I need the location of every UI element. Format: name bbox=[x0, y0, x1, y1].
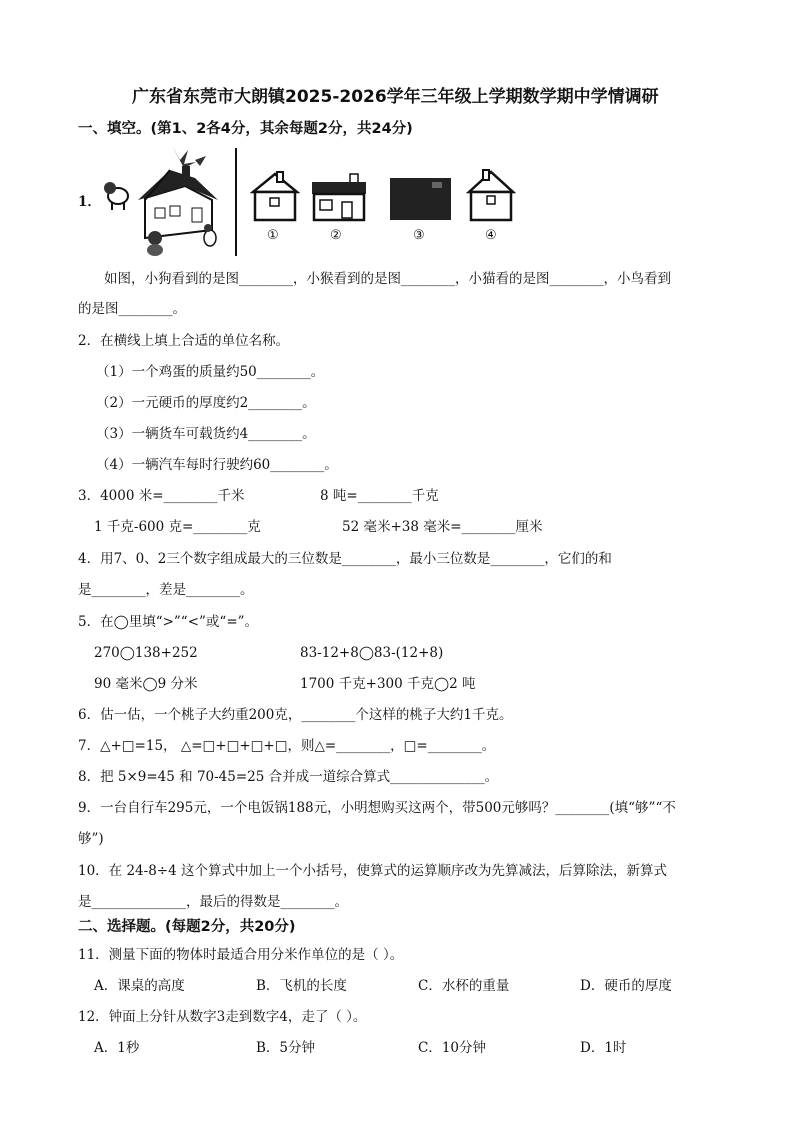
section-2-heading: 二、选择题。(每题2分，共20分) bbox=[78, 919, 296, 935]
q1-text-line2: 的是图________。 bbox=[78, 301, 186, 317]
q11-option-a: A．课桌的高度 bbox=[94, 978, 185, 994]
view-4-house-back-icon bbox=[466, 168, 516, 224]
q11-option-d: D．硬币的厚度 bbox=[580, 978, 672, 994]
q3-b: 8 吨=________千克 bbox=[320, 488, 439, 504]
monkey-icon bbox=[147, 231, 163, 256]
q3-d: 52 毫米+38 毫米=________厘米 bbox=[342, 519, 543, 535]
q11-stem: 11．测量下面的物体时最适合用分米作单位的是（ ）。 bbox=[78, 947, 404, 963]
q11-option-b: B．飞机的长度 bbox=[256, 978, 347, 994]
q8: 8．把 5×9=45 和 70-45=25 合并成一道综合算式______________。 bbox=[78, 769, 499, 785]
q5-b: 83-12+8◯83-(12+8) bbox=[300, 645, 444, 661]
view-3-label: ③ bbox=[413, 228, 425, 243]
section-1-heading: 一、填空。(第1、2各4分，其余每题2分，共24分) bbox=[78, 121, 413, 137]
q5-c: 90 毫米◯9 分米 bbox=[94, 676, 198, 692]
q3-c: 1 千克-600 克=________克 bbox=[94, 519, 261, 535]
q2-stem: 2．在横线上填上合适的单位名称。 bbox=[78, 333, 290, 349]
q12-option-d: D．1时 bbox=[580, 1040, 627, 1056]
q3-a: 3．4000 米=________千米 bbox=[78, 488, 245, 504]
page-title: 广东省东莞市大朗镇2025-2026学年三年级上学期数学期中学情调研 bbox=[132, 87, 659, 107]
bird-icon bbox=[172, 146, 196, 168]
q5-a: 270◯138+252 bbox=[94, 645, 198, 661]
q2-item: （1）一个鸡蛋的质量约50________。 bbox=[96, 364, 325, 380]
q7: 7．△+□=15， △=□+□+□+□，则△=________，□=________。 bbox=[78, 738, 496, 754]
q4-line2: 是________，差是________。 bbox=[78, 582, 254, 598]
q2-item: （4）一辆汽车每时行驶约60________。 bbox=[96, 457, 338, 473]
q11-option-c: C．水杯的重量 bbox=[418, 978, 510, 994]
view-2-label: ② bbox=[330, 228, 342, 243]
q12-option-b: B．5分钟 bbox=[256, 1040, 316, 1056]
view-1-label: ① bbox=[267, 228, 279, 243]
house-scene-illustration bbox=[100, 138, 225, 258]
q9-line2: 够”) bbox=[78, 831, 104, 847]
q12-option-a: A．1秒 bbox=[94, 1040, 140, 1056]
view-1-house-front-icon bbox=[250, 170, 300, 222]
view-4-label: ④ bbox=[485, 228, 497, 243]
q4-line1: 4．用7、0、2三个数字组成最大的三位数是________，最小三位数是________，它们的和 bbox=[78, 551, 612, 567]
q1-text-line1: 如图，小狗看到的是图________，小猴看到的是图________，小猫看的是图________，小鸟看到 bbox=[104, 271, 671, 287]
q9-line1: 9．一台自行车295元，一个电饭锅188元，小明想购买这两个，带500元够吗？________(填“够”“不 bbox=[78, 800, 676, 816]
view-2-house-side-icon bbox=[310, 172, 368, 222]
q12-option-c: C．10分钟 bbox=[418, 1040, 487, 1056]
dog-icon bbox=[104, 182, 128, 210]
q2-item: （2）一元硬币的厚度约2________。 bbox=[96, 395, 316, 411]
q1-number: 1． bbox=[78, 194, 101, 210]
q2-item: （3）一辆货车可载货约4________。 bbox=[96, 426, 316, 442]
view-3-house-top-icon bbox=[388, 176, 453, 222]
q5-d: 1700 千克+300 千克◯2 吨 bbox=[300, 676, 476, 692]
figure-divider bbox=[235, 148, 237, 256]
q10-line1: 10．在 24-8÷4 这个算式中加上一个小括号，使算式的运算顺序改为先算减法，后算除法，新算式 bbox=[78, 863, 667, 879]
q5-stem: 5．在◯里填“>”“<”或“=”。 bbox=[78, 614, 259, 630]
q6: 6．估一估，一个桃子大约重200克，________个这样的桃子大约1千克。 bbox=[78, 707, 513, 723]
q10-line2: 是______________，最后的得数是________。 bbox=[78, 894, 348, 910]
q12-stem: 12．钟面上分针从数字3走到数字4，走了（ ）。 bbox=[78, 1009, 367, 1025]
cat-icon bbox=[204, 224, 216, 246]
